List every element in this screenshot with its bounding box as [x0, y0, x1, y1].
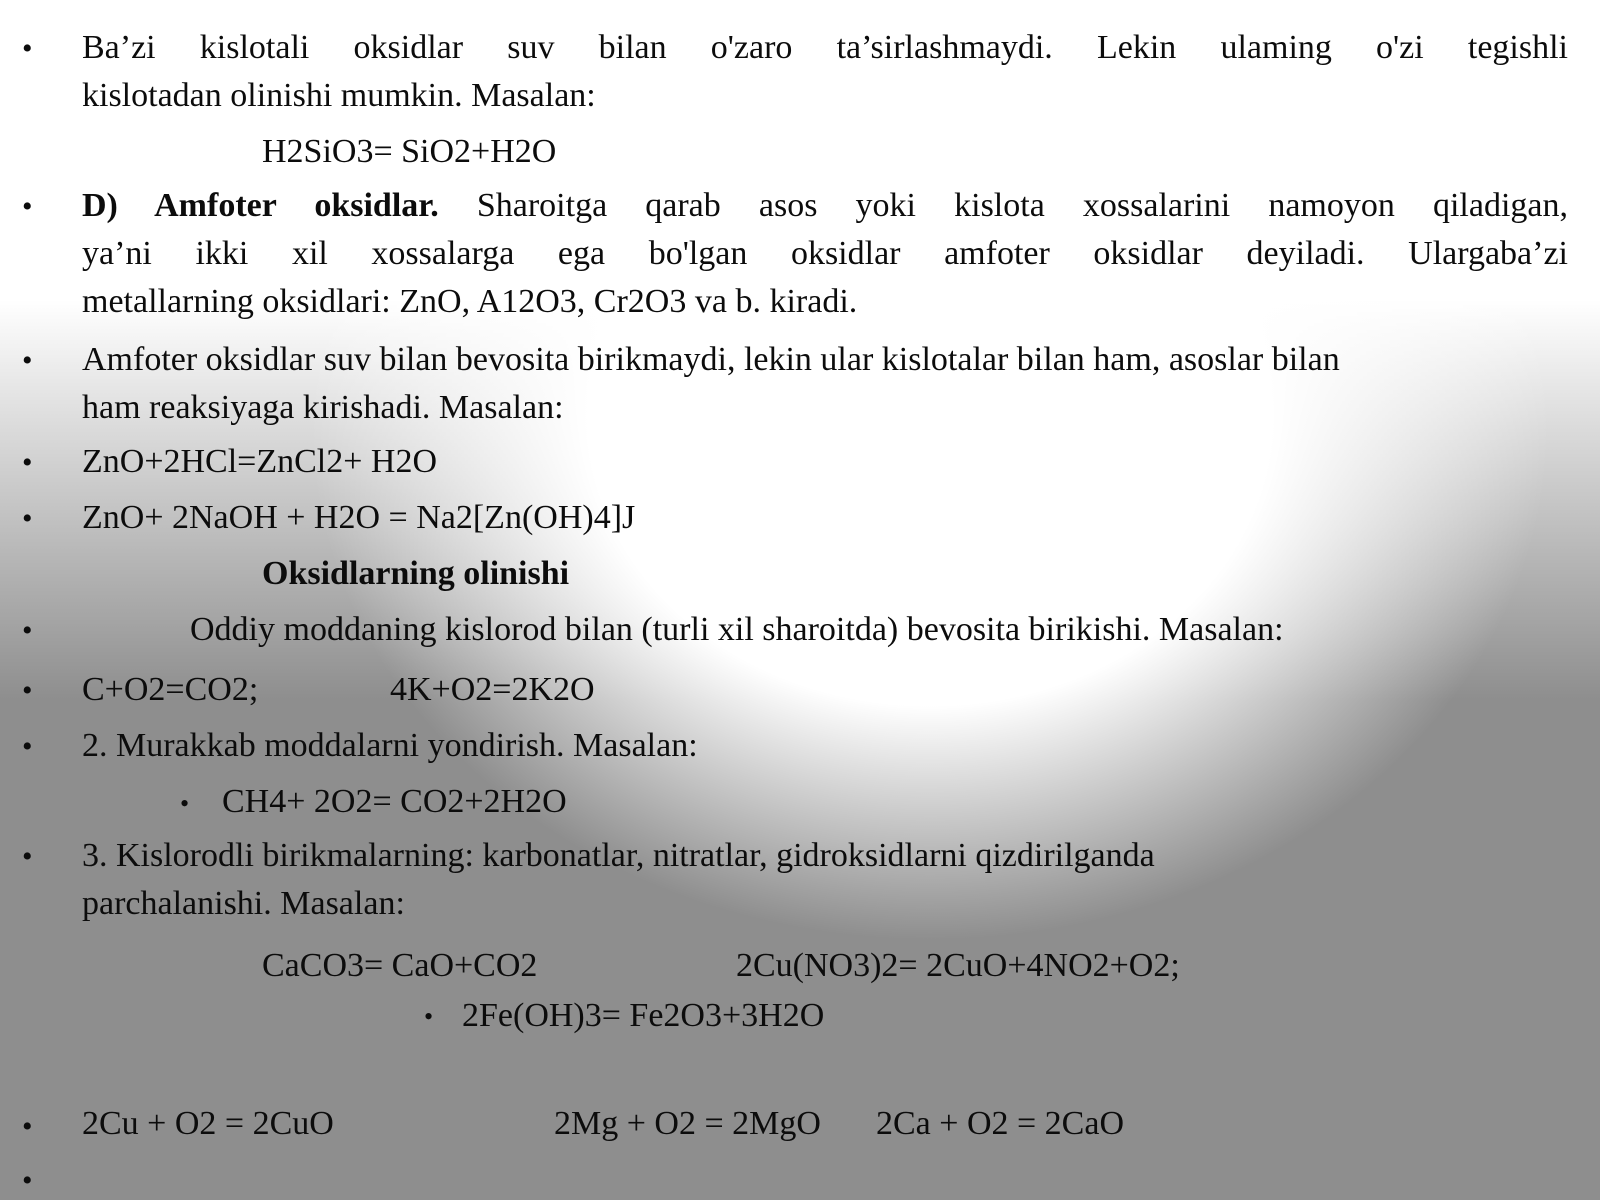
- section-label: D) Amfoter oksidlar.: [82, 187, 439, 224]
- equation-zno-naoh: ZnO+ 2NaOH + H2O = Na2[Zn(OH)4]J: [82, 499, 636, 536]
- equation-cu-no3: 2Cu(NO3)2= 2CuO+4NO2+O2;: [736, 947, 1180, 984]
- text-line: 3. Kislorodli birikmalarning: karbonatlar, nitratlar, gidroksidlarni qizdirilganda: [82, 837, 1155, 874]
- equation-ch4: CH4+ 2O2= CO2+2H2O: [222, 783, 567, 820]
- equation-fe-oh: 2Fe(OH)3= Fe2O3+3H2O: [462, 997, 825, 1034]
- paragraph-amphoteric-oxides: [82, 182, 1568, 326]
- bullet-small: •: [180, 789, 190, 818]
- bullet: •: [22, 840, 33, 873]
- text-line: ham reaksiyaga kirishadi. Masalan:: [82, 389, 564, 426]
- text-line: parchalanishi. Masalan:: [82, 885, 405, 922]
- text-line: 2. Murakkab moddalarni yondirish. Masalan:: [82, 727, 698, 764]
- equation-zno-hcl: ZnO+2HCl=ZnCl2+ H2O: [82, 443, 438, 480]
- bullet: •: [22, 190, 33, 223]
- bullet: •: [22, 1164, 33, 1197]
- equation-k: 4K+O2=2K2O: [390, 671, 595, 708]
- bullet: •: [22, 344, 33, 377]
- equation-ca: 2Ca + O2 = 2CaO: [876, 1105, 1124, 1142]
- bullet: •: [22, 730, 33, 763]
- equation-caco3: CaCO3= CaO+CO2: [262, 947, 538, 984]
- bullet: •: [22, 502, 33, 535]
- text-line: kislotadan olinishi mumkin. Masalan:: [82, 77, 596, 114]
- text-line: metallarning oksidlari: ZnO, A12O3, Cr2O3 va b. kiradi.: [82, 283, 858, 320]
- bullet: •: [22, 1110, 33, 1143]
- bullet: •: [22, 614, 33, 647]
- equation-h2sio3: H2SiO3= SiO2+H2O: [262, 133, 557, 170]
- text-line: [82, 182, 1568, 230]
- text-line: Oddiy moddaning kislorod bilan (turli xil sharoitda) bevosita birikishi. Masalan:: [190, 611, 1284, 648]
- equation-mg: 2Mg + O2 = 2MgO: [554, 1105, 821, 1142]
- text-segment: Sharoitga qarab asos yoki kislota xossalarini namoyon qiladigan,: [438, 187, 1568, 224]
- equation-c: C+O2=CO2;: [82, 671, 259, 708]
- bullet: •: [22, 674, 33, 707]
- bullet: •: [22, 32, 33, 65]
- bullet: •: [22, 446, 33, 479]
- section-heading: Oksidlarning olinishi: [262, 555, 570, 592]
- text-line: Ba’zi kislotali oksidlar suv bilan o'zaro ta’sirlashmaydi. Lekin ulaming o'zi tegishli: [82, 29, 1568, 66]
- text-line: ya’ni ikki xil xossalarga ega bo'lgan oksidlar amfoter oksidlar deyiladi. Ulargaba’zi: [82, 235, 1568, 272]
- paragraph-acid-oxides: [82, 24, 1568, 120]
- text-line: Amfoter oksidlar suv bilan bevosita birikmaydi, lekin ular kislotalar bilan ham, asoslar bilan: [82, 341, 1340, 378]
- equation-cu: 2Cu + O2 = 2CuO: [82, 1105, 334, 1142]
- bullet-small: •: [424, 1002, 434, 1031]
